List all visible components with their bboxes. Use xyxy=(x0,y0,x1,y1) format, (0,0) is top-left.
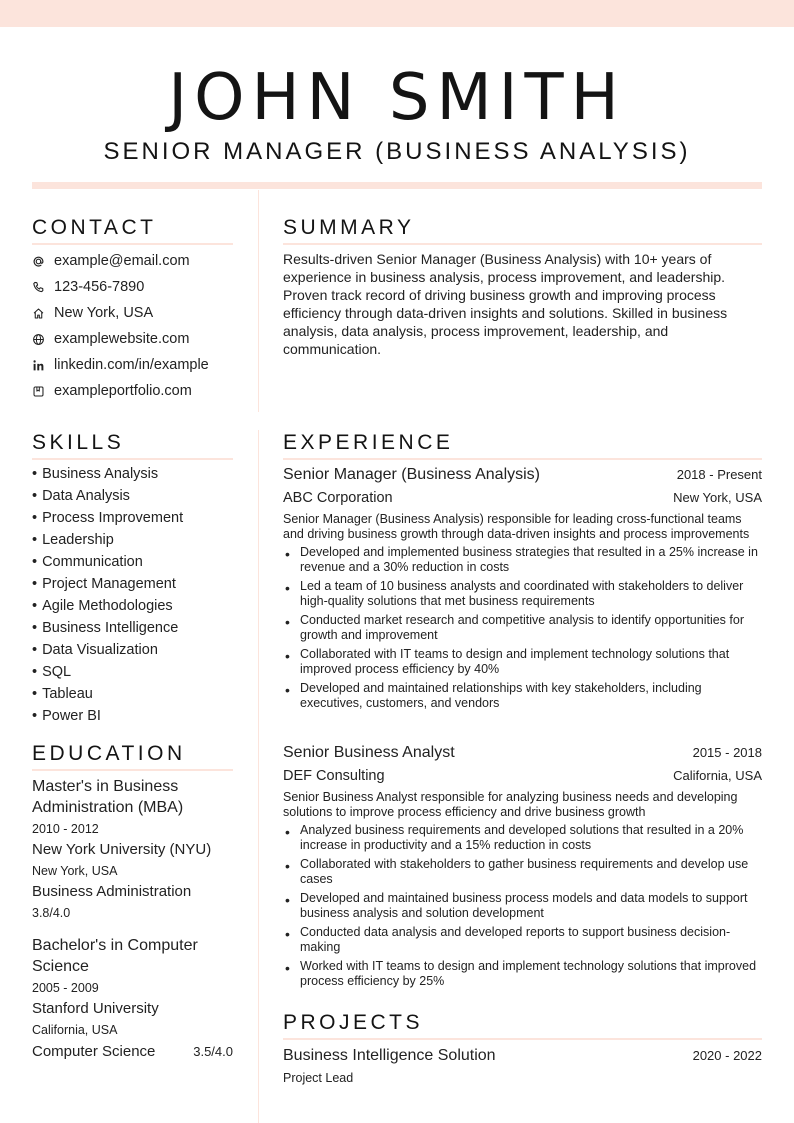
contact-linkedin[interactable] xyxy=(32,352,232,378)
contact-portfolio[interactable] xyxy=(32,378,232,404)
column-divider-bottom xyxy=(258,430,259,1123)
achievement-item: • Collaborated with IT teams to design and implement technology solutions that improved process efficiency by 40% xyxy=(283,647,762,677)
skill-item: • Communication xyxy=(32,551,232,573)
linkedin-icon xyxy=(32,359,54,372)
job-achievements xyxy=(283,545,762,711)
achievement-item: • Developed and implemented business strategies that resulted in a 25% increase in revenue and a 30% reduction in costs xyxy=(283,545,762,575)
education-heading: EDUCATION xyxy=(32,742,233,771)
contact-email[interactable] xyxy=(32,248,232,274)
globe-icon xyxy=(32,333,54,346)
field-of-study: Computer Science xyxy=(32,1043,156,1060)
job-description: Senior Business Analyst responsible for analyzing business needs and developing solutions to improve process efficiency and drive business growth xyxy=(283,790,738,819)
skill-item: • Data Analysis xyxy=(32,485,232,507)
job-title: Senior Manager (Business Analysis) xyxy=(283,466,541,483)
column-divider-top xyxy=(258,190,259,412)
at-sign-icon xyxy=(32,255,54,268)
job-dates: 2018 - Present xyxy=(676,467,762,482)
skill-item: • Leadership xyxy=(32,529,232,551)
gpa: 3.5/4.0 xyxy=(193,1044,233,1059)
summary-heading: SUMMARY xyxy=(283,216,762,245)
contact-phone[interactable] xyxy=(32,274,232,300)
skill-item: • Project Management xyxy=(32,573,232,595)
contact-list xyxy=(32,248,232,404)
achievement-item: • Developed and maintained relationships with key stakeholders, including executives, customers, and vendors xyxy=(283,681,762,711)
achievement-item: • Developed and maintained business process models and data models to support business analysis and solution development xyxy=(283,891,762,921)
contact-heading: CONTACT xyxy=(32,216,233,245)
achievement-item: • Analyzed business requirements and developed solutions that resulted in a 20% increase in productivity and a 15% reduction in costs xyxy=(283,823,762,853)
achievement-item: • Worked with IT teams to design and implement technology solutions that improved process efficiency by 25% xyxy=(283,959,762,989)
skill-item: • Data Visualization xyxy=(32,639,232,661)
job-title: Senior Business Analyst xyxy=(283,744,455,761)
skills-list xyxy=(32,463,232,727)
job-entry-def xyxy=(283,742,762,993)
degree-title: Bachelor's in Computer Science xyxy=(32,937,198,975)
achievement-item: • Conducted data analysis and developed reports to support business decision-making xyxy=(283,925,762,955)
job-location: New York, USA xyxy=(673,490,762,505)
portfolio-icon xyxy=(32,385,54,398)
job-location: California, USA xyxy=(673,768,762,783)
candidate-name: JOHN SMITH xyxy=(168,61,626,135)
school-location: New York, USA xyxy=(32,864,118,878)
field-of-study: Business Administration xyxy=(32,883,192,900)
school-name: New York University (NYU) xyxy=(32,841,212,858)
skill-item: • Business Intelligence xyxy=(32,617,232,639)
job-entry-abc xyxy=(283,464,762,715)
experience-heading: EXPERIENCE xyxy=(283,431,762,460)
school-name: Stanford University xyxy=(32,1000,159,1017)
candidate-headline: SENIOR MANAGER (BUSINESS ANALYSIS) xyxy=(103,138,691,165)
company-name: DEF Consulting xyxy=(283,768,385,784)
project-role: Project Lead xyxy=(283,1071,354,1085)
degree-dates: 2010 - 2012 xyxy=(32,822,99,836)
phone-icon xyxy=(32,281,54,294)
contact-website[interactable] xyxy=(32,326,232,352)
summary-text: Results-driven Senior Manager (Business Analysis) with 10+ years of experience in business analysis, process improvement, and leadership. Proven track record of driving business growth and improving process efficiency through data-driven insights and solutions. Skilled in business analysis, data analysis, process improvement, leadership, and communication. xyxy=(283,251,728,357)
achievement-item: • Conducted market research and competitive analysis to identify opportunities for growth and improvement xyxy=(283,613,762,643)
job-description: Senior Manager (Business Analysis) responsible for leading cross-functional teams and driving business growth through data-driven insights and process improvements xyxy=(283,512,750,541)
achievement-item: • Led a team of 10 business analysts and coordinated with stakeholders to deliver high-quality solutions that met business requirements xyxy=(283,579,762,609)
degree-title: Master's in Business Administration (MBA) xyxy=(32,778,184,816)
skill-item: • Tableau xyxy=(32,683,232,705)
education-entry-bachelor xyxy=(32,935,233,1062)
contact-location xyxy=(32,300,232,326)
field-gpa-row xyxy=(32,1042,233,1062)
contact-phone-text: 123-456-7890 xyxy=(54,279,145,295)
project-title: Business Intelligence Solution xyxy=(283,1047,496,1064)
job-achievements xyxy=(283,823,762,989)
gpa: 3.8/4.0 xyxy=(32,906,71,920)
home-icon xyxy=(32,307,54,320)
projects-heading: PROJECTS xyxy=(283,1011,762,1040)
contact-email-text: example@email.com xyxy=(54,253,190,269)
company-name: ABC Corporation xyxy=(283,490,393,506)
skills-heading: SKILLS xyxy=(32,431,233,460)
education-entry-mba xyxy=(32,776,233,924)
skill-item: • SQL xyxy=(32,661,232,683)
skill-item: • Agile Methodologies xyxy=(32,595,232,617)
skill-item: • Business Analysis xyxy=(32,463,232,485)
header-divider xyxy=(32,182,762,189)
project-entry xyxy=(283,1045,762,1087)
degree-dates: 2005 - 2009 xyxy=(32,981,99,995)
top-accent-band xyxy=(0,0,794,27)
job-dates: 2015 - 2018 xyxy=(692,745,762,760)
contact-website-text: examplewebsite.com xyxy=(54,331,190,347)
contact-location-text: New York, USA xyxy=(54,305,154,321)
school-location: California, USA xyxy=(32,1023,118,1037)
achievement-item: • Collaborated with stakeholders to gather business requirements and develop use cases xyxy=(283,857,762,887)
skill-item: • Power BI xyxy=(32,705,232,727)
contact-portfolio-text: exampleportfolio.com xyxy=(54,383,192,399)
skill-item: • Process Improvement xyxy=(32,507,232,529)
contact-linkedin-text: linkedin.com/in/example xyxy=(54,357,209,373)
project-dates: 2020 - 2022 xyxy=(692,1048,762,1063)
